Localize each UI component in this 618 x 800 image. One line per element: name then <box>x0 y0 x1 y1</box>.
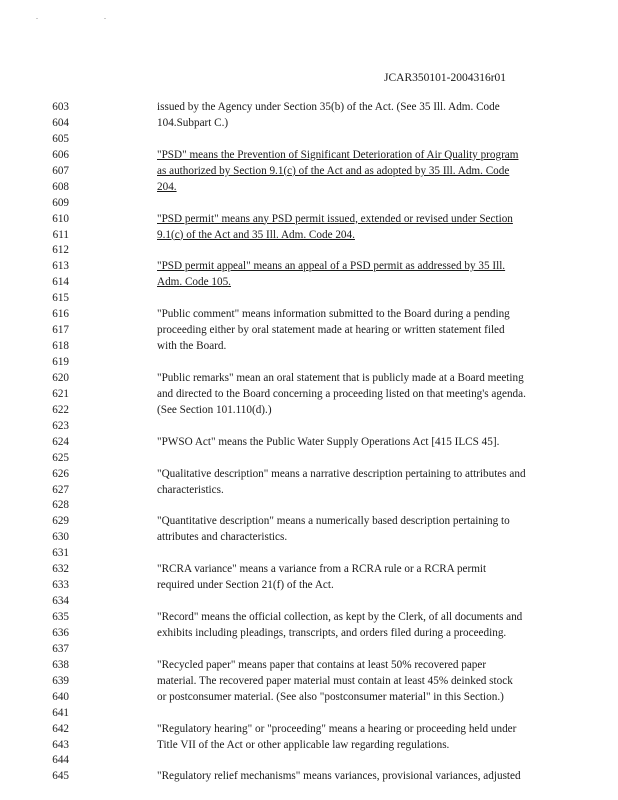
line-text: "Public remarks" mean an oral statement that is publicly made at a Board meeting <box>157 371 524 384</box>
line-text: "Recycled paper" means paper that contains at least 50% recovered paper <box>157 658 487 671</box>
document-line <box>0 610 618 626</box>
document-line <box>0 228 618 244</box>
document-line <box>0 594 618 610</box>
line-number: 617 <box>52 324 69 337</box>
line-number: 635 <box>52 611 69 623</box>
line-text: (See Section 101.110(d).) <box>157 403 272 416</box>
document-line <box>0 658 618 674</box>
document-line <box>0 180 618 196</box>
line-number: 610 <box>52 212 69 225</box>
line-text: required under Section 21(f) of the Act. <box>157 579 334 592</box>
document-line <box>0 371 618 387</box>
document-line <box>0 212 618 228</box>
document-line <box>0 435 618 451</box>
document-line <box>0 451 618 467</box>
line-text: or postconsumer material. (See also "postconsumer material" in this Section.) <box>157 690 504 703</box>
line-number: 605 <box>52 132 69 145</box>
line-text: exhibits including pleadings, transcripts, and orders filed during a proceeding. <box>157 626 507 639</box>
document-line <box>0 706 618 722</box>
line-number: 641 <box>52 706 69 719</box>
line-text: "PSD permit appeal" means an appeal of a PSD permit as addressed by 35 Ill. <box>157 260 506 273</box>
line-number: 616 <box>52 308 69 321</box>
document-line <box>0 498 618 514</box>
line-number: 628 <box>52 499 69 512</box>
line-number: 636 <box>52 626 69 639</box>
line-text: 104.Subpart C.) <box>157 116 229 129</box>
document-line <box>0 514 618 530</box>
line-number: 640 <box>52 690 69 703</box>
document-line <box>0 483 618 499</box>
line-number: 611 <box>52 228 69 241</box>
line-number: 618 <box>52 340 69 353</box>
document-line <box>0 355 618 371</box>
line-text: "Public comment" means information submitted to the Board during a pending <box>157 308 510 321</box>
document-line <box>0 403 618 419</box>
document-line <box>0 259 618 275</box>
line-text: issued by the Agency under Section 35(b) of the Act. (See 35 Ill. Adm. Code <box>157 101 500 113</box>
document-line <box>0 753 618 769</box>
line-number: 639 <box>52 674 69 687</box>
document-line <box>0 164 618 180</box>
document-line <box>0 132 618 148</box>
line-number: 612 <box>52 244 69 257</box>
line-text: attributes and characteristics. <box>157 531 288 544</box>
line-number: 642 <box>52 722 69 735</box>
document-line <box>0 419 618 435</box>
document-line <box>0 546 618 562</box>
line-text: 9.1(c) of the Act and 35 Ill. Adm. Code 204. <box>157 228 355 241</box>
line-text: "PSD permit" means any PSD permit issued, extended or revised under Section <box>157 212 513 225</box>
line-text: "Quantitative description" means a numerically based description pertaining to <box>157 515 510 528</box>
line-text: 204. <box>157 180 177 193</box>
document-line <box>0 562 618 578</box>
line-number: 643 <box>52 738 69 751</box>
line-text: "RCRA variance" means a variance from a RCRA rule or a RCRA permit <box>157 563 487 576</box>
document-line <box>0 769 618 785</box>
line-text: proceeding either by oral statement made at hearing or written statement filed <box>157 324 505 337</box>
line-number: 627 <box>52 483 69 496</box>
line-number: 624 <box>52 435 69 448</box>
line-number: 607 <box>52 164 69 177</box>
document-body <box>0 100 618 785</box>
line-number: 623 <box>52 419 69 432</box>
document-line <box>0 148 618 164</box>
document-line <box>0 339 618 355</box>
line-text: "PSD" means the Prevention of Significant Deterioration of Air Quality program <box>157 148 519 161</box>
line-number: 620 <box>52 371 69 384</box>
line-number: 638 <box>52 658 69 671</box>
line-text: material. The recovered paper material must contain at least 45% deinked stock <box>157 674 513 687</box>
line-text: "Regulatory hearing" or "proceeding" means a hearing or proceeding held under <box>157 722 517 735</box>
document-line <box>0 642 618 658</box>
line-number: 644 <box>52 754 69 767</box>
document-line <box>0 100 618 116</box>
document-line <box>0 323 618 339</box>
line-number: 626 <box>52 467 69 480</box>
document-line <box>0 722 618 738</box>
line-number: 619 <box>52 356 69 368</box>
line-text: Title VII of the Act or other applicable law regarding regulations. <box>157 738 450 751</box>
line-text: Adm. Code 105. <box>157 276 231 289</box>
line-number: 625 <box>52 451 69 464</box>
line-number: 634 <box>52 595 69 608</box>
line-text: with the Board. <box>157 340 227 353</box>
document-line <box>0 116 618 132</box>
document-line <box>0 243 618 259</box>
document-line <box>0 307 618 323</box>
line-number: 615 <box>52 292 69 305</box>
line-number: 614 <box>52 276 69 289</box>
line-number: 606 <box>52 148 69 161</box>
document-line <box>0 530 618 546</box>
line-number: 631 <box>52 547 69 560</box>
line-number: 621 <box>52 387 69 400</box>
line-number: 608 <box>52 180 69 193</box>
document-line <box>0 196 618 212</box>
line-number: 645 <box>52 770 69 783</box>
line-number: 633 <box>52 579 69 592</box>
scan-marks: . . <box>36 12 138 21</box>
line-text: "Record" means the official collection, as kept by the Clerk, of all documents and <box>157 611 523 623</box>
line-text: "Qualitative description" means a narrative description pertaining to attributes and <box>157 467 526 480</box>
line-number: 604 <box>52 116 69 129</box>
document-line <box>0 626 618 642</box>
document-line <box>0 674 618 690</box>
line-text: "Regulatory relief mechanisms" means variances, provisional variances, adjusted <box>157 770 521 783</box>
document-line <box>0 690 618 706</box>
document-line <box>0 291 618 307</box>
line-text: "PWSO Act" means the Public Water Supply Operations Act [415 ILCS 45]. <box>157 435 500 448</box>
line-text: characteristics. <box>157 483 224 496</box>
line-number: 609 <box>52 196 69 209</box>
document-line <box>0 738 618 754</box>
line-number: 622 <box>52 403 69 416</box>
line-text: as authorized by Section 9.1(c) of the Act and as adopted by 35 Ill. Adm. Code <box>157 164 510 177</box>
line-number: 637 <box>52 642 69 655</box>
document-id: JCAR350101-2004316r01 <box>384 72 507 84</box>
line-number: 603 <box>52 101 69 113</box>
line-number: 629 <box>52 515 69 528</box>
document-line <box>0 467 618 483</box>
line-number: 630 <box>52 531 69 544</box>
line-number: 632 <box>52 563 69 576</box>
document-line <box>0 275 618 291</box>
document-line <box>0 387 618 403</box>
line-number: 613 <box>52 260 69 273</box>
document-line <box>0 578 618 594</box>
line-text: and directed to the Board concerning a proceeding listed on that meeting's agenda. <box>157 387 526 400</box>
